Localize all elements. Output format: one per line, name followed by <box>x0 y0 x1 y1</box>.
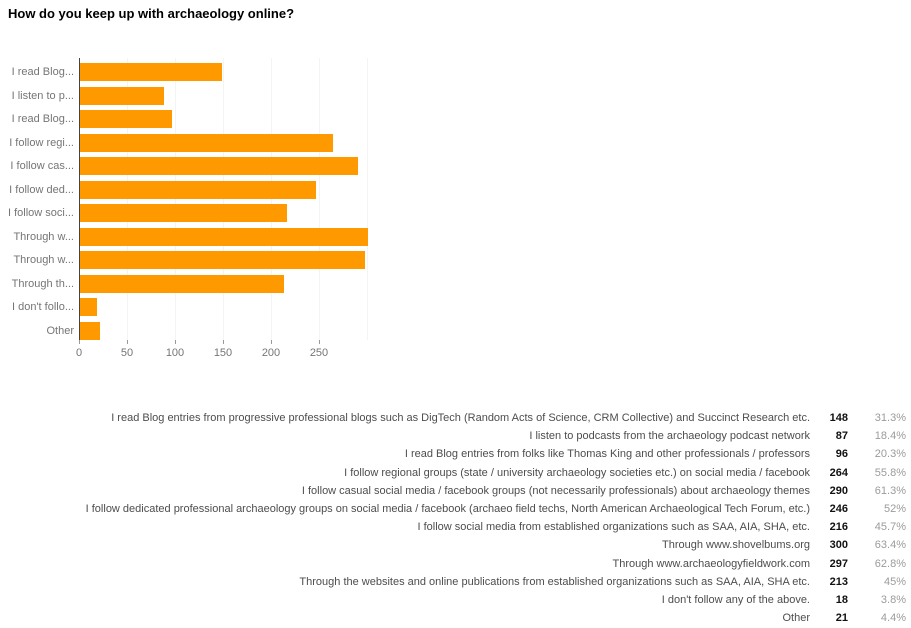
x-axis-tick-mark <box>127 340 128 344</box>
table-row <box>0 555 906 573</box>
response-percent: 55.8% <box>874 466 906 479</box>
response-percent: 45.7% <box>874 521 906 534</box>
bar-chart <box>0 58 462 364</box>
bar <box>80 157 358 175</box>
x-axis-tick-mark <box>79 340 80 344</box>
response-percent: 63.4% <box>874 539 906 552</box>
response-count: 264 <box>829 466 848 479</box>
response-count: 290 <box>829 484 848 497</box>
response-label: Through the websites and online publications from established organizations such as SAA, AIA, SHA etc. <box>299 575 810 588</box>
table-row <box>0 427 906 445</box>
y-axis-label: I follow ded... <box>9 183 74 196</box>
response-percent: 4.4% <box>880 612 906 625</box>
response-label: Through www.archaeologyfieldwork.com <box>612 557 810 570</box>
gridline <box>319 58 320 340</box>
response-percent: 52% <box>883 503 906 516</box>
response-label: I follow casual social media / facebook groups (not necessarily professionals) about archaeology themes <box>301 484 810 497</box>
response-count: 18 <box>835 593 848 606</box>
response-percent: 20.3% <box>874 448 906 461</box>
bar <box>80 110 172 128</box>
x-axis-tick-label: 250 <box>309 346 329 359</box>
table-row <box>0 409 906 427</box>
bar <box>80 134 333 152</box>
y-axis-label: I read Blog... <box>11 113 74 125</box>
response-count: 300 <box>829 539 848 552</box>
response-count: 216 <box>829 521 848 534</box>
table-row <box>0 536 906 554</box>
response-percent: 45% <box>883 575 906 588</box>
table-row <box>0 482 906 500</box>
table-row <box>0 573 906 591</box>
y-axis-label: Through w... <box>13 254 74 266</box>
response-label: I don't follow any of the above. <box>661 593 810 606</box>
response-label: I read Blog entries from folks like Thomas King and other professionals / professors <box>404 448 810 461</box>
table-row <box>0 591 906 609</box>
y-axis-label: I follow regi... <box>9 136 74 149</box>
response-label: Other <box>782 612 810 625</box>
gridline <box>175 58 176 340</box>
chart-title: How do you keep up with archaeology online? <box>8 6 295 21</box>
response-count: 297 <box>829 557 848 570</box>
y-axis-label: I read Blog... <box>11 66 74 78</box>
x-axis-tick-mark <box>319 340 320 344</box>
table-row <box>0 500 906 518</box>
response-label: I follow dedicated professional archaeology groups on social media / facebook (archaeo field techs, North American Archaeological Tech Forum, etc.) <box>85 503 810 516</box>
x-axis-tick-mark <box>223 340 224 344</box>
response-count: 246 <box>829 503 848 516</box>
bar <box>80 87 164 105</box>
bar <box>80 63 222 81</box>
response-count: 21 <box>835 612 848 625</box>
response-percent: 61.3% <box>874 484 906 497</box>
table-row <box>0 518 906 536</box>
response-label: Through www.shovelbums.org <box>662 539 810 552</box>
y-axis-label: Through w... <box>13 230 74 243</box>
y-axis-label: Other <box>46 324 74 337</box>
gridline <box>271 58 272 340</box>
table-row <box>0 464 906 482</box>
x-axis-tick-label: 150 <box>213 346 233 359</box>
x-axis-tick-label: 0 <box>75 346 83 359</box>
x-axis-tick-label: 100 <box>165 346 185 359</box>
response-table-rows <box>0 409 906 627</box>
response-count: 148 <box>829 412 848 425</box>
y-axis-label: I follow soci... <box>7 207 74 219</box>
bar <box>80 181 316 199</box>
response-percent: 62.8% <box>874 557 906 570</box>
bar <box>80 228 368 246</box>
response-table <box>0 409 906 627</box>
response-label: I follow regional groups (state / university archaeology societies etc.) on social media / facebook <box>344 466 810 479</box>
y-axis-label: I follow cas... <box>10 160 74 172</box>
response-count: 213 <box>829 575 848 588</box>
bar <box>80 322 100 340</box>
response-percent: 3.8% <box>880 593 906 606</box>
y-axis-label: I listen to p... <box>11 89 74 102</box>
response-label: I read Blog entries from progressive professional blogs such as DigTech (Random Acts of Science, CRM Collective) and Succinct Research etc. <box>111 412 810 425</box>
response-percent: 18.4% <box>874 430 906 443</box>
response-count: 87 <box>835 430 848 443</box>
bar <box>80 298 97 316</box>
bar <box>80 251 365 269</box>
response-label: I listen to podcasts from the archaeology podcast network <box>529 430 810 443</box>
x-axis-tick-mark <box>271 340 272 344</box>
x-axis-tick-mark <box>175 340 176 344</box>
bar <box>80 204 287 222</box>
gridline <box>223 58 224 340</box>
response-count: 96 <box>835 448 848 461</box>
y-axis-label: Through th... <box>11 277 74 290</box>
gridline <box>367 58 368 340</box>
response-percent: 31.3% <box>874 412 906 425</box>
x-axis-tick-label: 200 <box>261 346 281 359</box>
bar <box>80 275 284 293</box>
y-axis-label: I don't follo... <box>11 301 74 313</box>
table-row <box>0 609 906 627</box>
response-label: I follow social media from established organizations such as SAA, AIA, SHA, etc. <box>417 521 810 534</box>
x-axis-tick-label: 50 <box>120 346 134 359</box>
table-row <box>0 445 906 463</box>
